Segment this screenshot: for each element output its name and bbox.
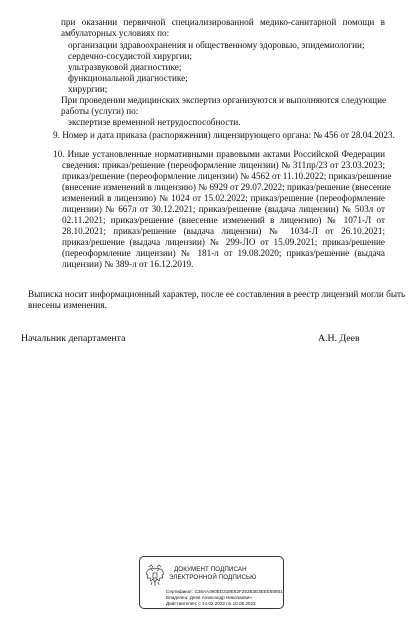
signatory-position: Начальник департамента: [21, 333, 126, 344]
list-item: сердечно-сосудистой хирургии;: [68, 51, 193, 61]
item-10-line: 28.10.2021; приказ/решение (выдача лицензии) № 1034-Л от 26.10.2021;: [62, 226, 385, 236]
list-item: функциональной диагностике;: [68, 73, 188, 83]
list-item: организации здравоохранения и общественному здоровью, эпидемиологии;: [68, 40, 365, 50]
note-line: внесены изменения.: [28, 300, 107, 310]
text-line: работы (услуги) по:: [61, 106, 139, 116]
item-10-line: лицензии) № 667л от 30.12.2021; приказ/решение (выдача лицензии) № 503л от: [62, 204, 385, 214]
stamp-title: ДОКУМЕНТ ПОДПИСАН: [174, 566, 247, 573]
text-line: амбулаторных условиях по:: [61, 28, 170, 38]
item-10-line: (внесение изменений в лицензию) № 6929 от 29.07.2022; приказ/решение (внесение: [62, 182, 391, 192]
text-line: При проведении медицинских экспертиз организуются и выполняются следующие: [61, 95, 387, 105]
item-10-line: приказ/решение (выдача лицензии) № 299-ЛО от 15.09.2021; приказ/решение: [62, 237, 385, 247]
note-line: Выписка носит информационный характер, после ее составления в реестр лицензий могли быть: [28, 289, 406, 299]
stamp-owner: Владелец: Деев Александр Николаевич: [166, 595, 252, 600]
item-10-line: изменений в лицензию) № 1024 от 15.02.2022; приказ/решение (переоформление: [62, 193, 385, 203]
stamp-certificate: Сертификат: C28AA390ED318E62F252B3E3EEE60801: [166, 589, 283, 594]
electronic-signature-stamp: [139, 556, 284, 609]
text-line: экспертизе временной нетрудоспособности.: [68, 117, 241, 127]
item-10-line: лицензии) № 389-л от 16.12.2019.: [62, 259, 194, 269]
stamp-title: ЭЛЕКТРОННОЙ ПОДПИСЬЮ: [169, 574, 257, 581]
list-item: ультразвуковой диагностике;: [68, 62, 182, 72]
stamp-validity: Действителен: с 14.02.2022 по 10.05.2023: [166, 601, 256, 606]
list-item: хирургии;: [68, 84, 108, 94]
item-10-line: (переоформление лицензии) № 181-л от 19.08.2020; приказ/решение (выдача: [62, 248, 385, 258]
item-9: 9. Номер и дата приказа (распоряжения) лицензирующего органа: № 456 от 28.04.2023.: [53, 130, 395, 140]
item-10-line: 10. Иные установленные нормативными правовыми актами Российской Федерации: [53, 149, 385, 159]
item-10-line: приказ/решение (переоформление лицензии) № 4562 от 11.10.2022; приказ/решение: [62, 171, 392, 181]
signatory-name: А.Н. Деев: [318, 333, 360, 344]
text-line: при оказании первичной специализированной медико-санитарной помощи в: [61, 17, 385, 27]
item-10-line: сведения: приказ/решение (переоформление лицензии) № 311пр/23 от 23.03.2023;: [62, 160, 385, 170]
coat-of-arms-icon: [145, 563, 165, 591]
item-10-line: 02.11.2021; приказ/решение (внесение изменений в лицензию) № 1071-Л от: [62, 215, 385, 225]
